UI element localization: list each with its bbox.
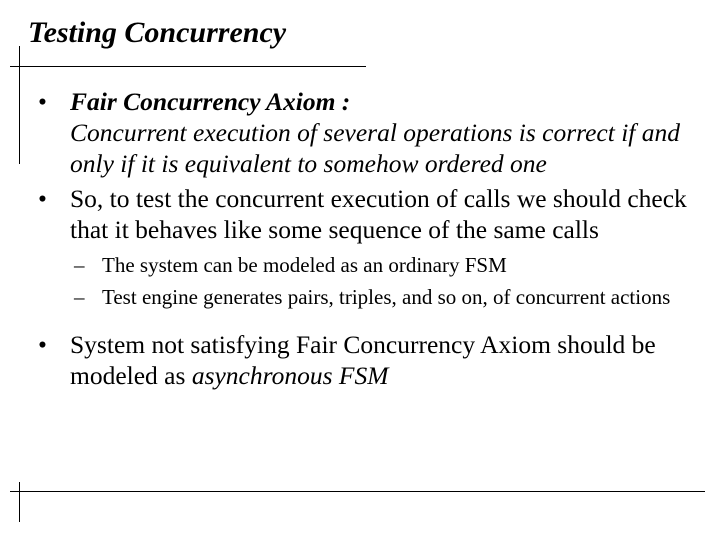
bullet-fair-concurrency-axiom [38, 86, 698, 179]
bottom-vertical-rule [19, 482, 20, 522]
top-horizontal-rule [10, 66, 366, 67]
axiom-heading: Fair Concurrency Axiom : [70, 87, 351, 116]
slide-title: Testing Concurrency [28, 16, 287, 49]
subbullet-marker: – [74, 253, 85, 277]
emphasis-text: asynchronous FSM [191, 361, 389, 390]
subbullet-test-engine [74, 283, 698, 311]
subbullet-text: The system can be modeled as an ordinary FSM [102, 253, 507, 277]
bullet-text: System not satisfying Fair Concurrency Axiom should be modeled as [70, 330, 656, 390]
axiom-definition: Concurrent execution of several operations is correct if and only if it is equivalent to somehow ordered one [70, 118, 680, 178]
top-vertical-rule [19, 46, 20, 164]
bullet-marker: • [38, 87, 47, 116]
subbullet-list [38, 251, 698, 311]
bullet-asynchronous-fsm [38, 329, 698, 391]
bullet-text: So, to test the concurrent execution of calls we should check that it behaves like some sequence of the same calls [70, 184, 687, 244]
bottom-horizontal-rule [10, 491, 705, 492]
bullet-marker: • [38, 184, 47, 213]
bullet-marker: • [38, 330, 47, 359]
subbullet-ordinary-fsm [74, 251, 698, 279]
slide-body [38, 86, 698, 395]
bullet-test-approach [38, 183, 698, 245]
subbullet-marker: – [74, 285, 85, 309]
subbullet-text: Test engine generates pairs, triples, and so on, of concurrent actions [102, 285, 671, 309]
